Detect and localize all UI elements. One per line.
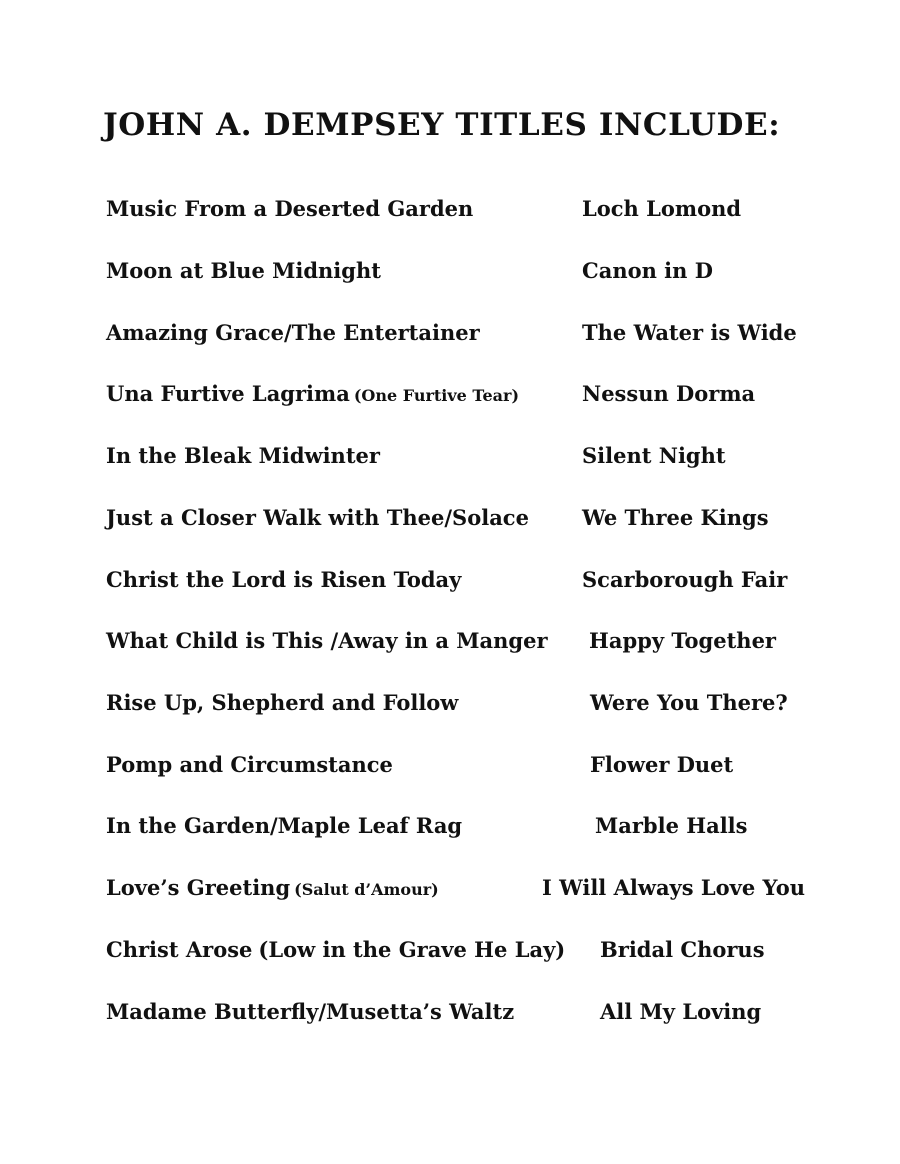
title-subtitle-inline: (Low in the Grave He Lay) [258,937,566,962]
title-text: Music From a Deserted Garden [106,196,474,221]
title-left-12 [106,877,439,898]
title-text: Pomp and Circumstance [106,752,393,777]
title-left-7 [106,569,461,590]
title-text: Moon at Blue Midnight [106,258,381,283]
title-text: Una Furtive Lagrima [106,381,350,406]
title-right-12: I Will Always Love You [542,875,805,900]
title-text: Love’s Greeting [106,875,291,900]
title-right-14: All My Loving [600,999,762,1024]
title-right-7: Scarborough Fair [582,567,788,592]
title-text: In the Garden/Maple Leaf Rag [106,813,463,838]
title-left-8 [106,630,548,651]
title-left-13 [106,939,565,960]
title-right-4: Nessun Dorma [582,381,756,406]
title-text: Christ Arose [106,937,253,962]
title-left-3 [106,322,480,343]
title-right-3: The Water is Wide [582,320,797,345]
title-right-5: Silent Night [582,443,726,468]
title-left-6 [106,507,529,528]
title-right-8: Happy Together [589,628,776,653]
title-text: In the Bleak Midwinter [106,443,380,468]
title-text: Rise Up, Shepherd and Follow [106,690,459,715]
title-left-11 [106,815,462,836]
title-subtitle: (Salut d’Amour) [294,880,439,899]
title-text: Amazing Grace/The Entertainer [106,320,480,345]
title-right-6: We Three Kings [582,505,769,530]
title-right-11: Marble Halls [595,813,748,838]
title-right-1: Loch Lomond [582,196,742,221]
title-right-13: Bridal Chorus [600,937,765,962]
page-title: JOHN A. DEMPSEY TITLES INCLUDE: [103,107,781,143]
title-left-10 [106,754,393,775]
title-right-2: Canon in D [582,258,713,283]
title-text: Madame Butterfly/Musetta’s Waltz [106,999,515,1024]
title-left-14 [106,1001,514,1022]
title-right-9: Were You There? [590,690,788,715]
title-left-1 [106,198,473,219]
title-right-10: Flower Duet [590,752,734,777]
title-left-4 [106,383,519,404]
title-left-5 [106,445,380,466]
title-subtitle: (One Furtive Tear) [353,386,520,405]
title-left-9 [106,692,458,713]
title-left-2 [106,260,381,281]
title-text: Just a Closer Walk with Thee/Solace [106,505,529,530]
title-text: Christ the Lord is Risen Today [106,567,462,592]
title-text: What Child is This /Away in a Manger [106,628,548,653]
